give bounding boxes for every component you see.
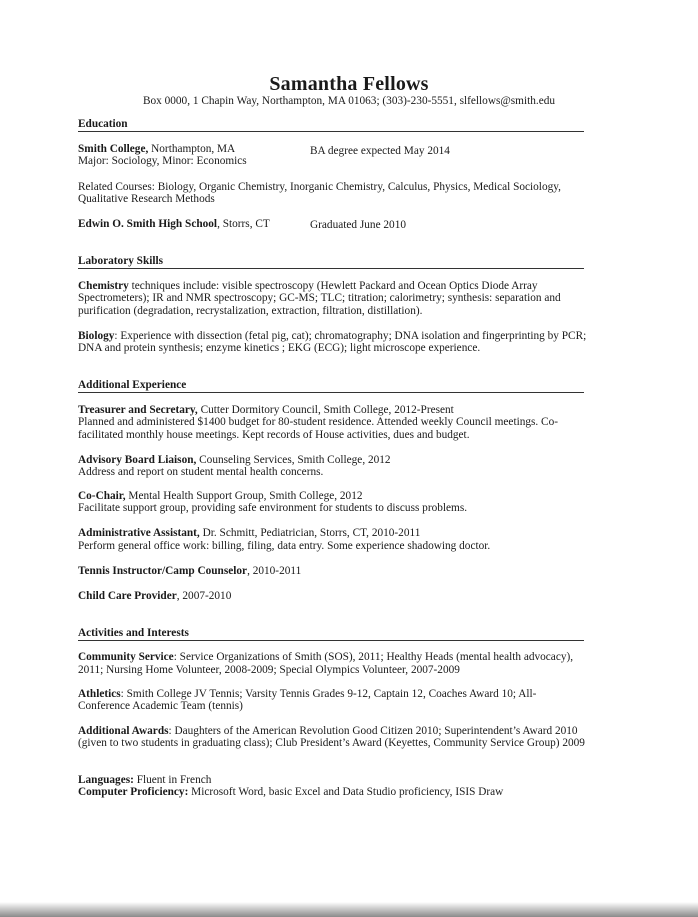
advisory-line [78,454,618,467]
major-minor: Major: Sociology, Minor: Economics [78,155,247,167]
community-line-1 [78,651,618,664]
smith-college-location: Northampton, MA [148,143,236,155]
athletics-text-1: : Smith College JV Tennis; Varsity Tennis Grades 9-12, Captain 12, Coaches Award 10; All- [120,688,537,700]
computer-line [78,786,618,799]
contact-line: Box 0000, 1 Chapin Way, Northampton, MA 01063; (303)-230-5551, slfellows@smith.edu [142,95,556,107]
athletics-line-1 [78,688,618,701]
scan-edge-shadow [0,902,698,917]
advisory-title: Advisory Board Liaison, [78,454,197,466]
chemistry-line-3: purification (degradation, recrystalization, extraction, filtration, distillation). [78,305,423,317]
chemistry-line-1 [78,280,618,293]
chemistry-line-2: Spectrometers); IR and NMR spectroscopy; GC-MS; TLC; titration; calorimetry; synthesis: separation and [78,292,561,304]
tennis-line [78,565,618,578]
childcare-line [78,590,618,603]
childcare-org: , 2007-2010 [176,590,232,602]
high-school-name: Edwin O. Smith High School [78,218,218,230]
related-courses-line-2: Qualitative Research Methods [78,193,215,205]
advisory-desc: Address and report on student mental health concerns. [78,466,324,478]
awards-line-2: (given to two students in graduating class); Club President’s Award (Keyettes, Community Service Group) 2009 [78,737,585,749]
chemistry-text-1: techniques include: visible spectroscopy (Hewlett Packard and Ocean Optics Diode Array [128,280,538,292]
advisory-org: Counseling Services, Smith College, 2012 [196,454,391,466]
languages-label: Languages: [78,774,134,786]
cochair-title: Co-Chair, [78,490,126,502]
awards-text-1: : Daughters of the American Revolution Good Citizen 2010; Superintendent’s Award 2010 [168,725,578,737]
languages-line [78,774,618,787]
tennis-title: Tennis Instructor/Camp Counselor [78,565,248,577]
resume-name: Samantha Fellows [269,73,429,95]
biology-line-1 [78,330,618,343]
admin-line [78,527,618,540]
languages-value: Fluent in French [133,774,212,786]
high-school-line [78,218,308,231]
treasurer-title: Treasurer and Secretary, [78,404,198,416]
smith-degree: BA degree expected May 2014 [310,145,450,157]
cochair-org: Mental Health Support Group, Smith College, 2012 [125,490,363,502]
high-school-graduation: Graduated June 2010 [310,219,406,231]
awards-line-1 [78,725,618,738]
smith-college-line [78,143,308,156]
admin-title: Administrative Assistant, [78,527,200,539]
admin-desc: Perform general office work: billing, filing, data entry. Some experience shadowing doctor. [78,540,491,552]
treasurer-org: Cutter Dormitory Council, Smith College, 2012-Present [197,404,454,416]
related-courses-line-1: Related Courses: Biology, Organic Chemistry, Inorganic Chemistry, Calculus, Physics, Medical Sociology, [78,181,561,193]
admin-org: Dr. Schmitt, Pediatrician, Storrs, CT, 2010-2011 [199,527,421,539]
awards-label: Additional Awards [78,725,169,737]
computer-label: Computer Proficiency: [78,786,189,798]
biology-label: Biology [78,330,115,342]
high-school-location: , Storrs, CT [217,218,270,230]
treasurer-line [78,404,618,417]
treasurer-desc-1: Planned and administered $1400 budget for 80-student residence. Attended weekly Council meetings. Co- [78,416,559,428]
athletics-label: Athletics [78,688,121,700]
community-label: Community Service [78,651,174,663]
computer-value: Microsoft Word, basic Excel and Data Studio proficiency, ISIS Draw [188,786,504,798]
chemistry-label: Chemistry [78,280,129,292]
treasurer-desc-2: facilitated monthly house meetings. Kept records of House activities, dues and budget. [78,429,470,441]
smith-college-name: Smith College, [78,143,149,155]
tennis-org: , 2010-2011 [247,565,302,577]
section-heading-additional-experience: Additional Experience [78,379,584,393]
biology-text-1: : Experience with dissection (fetal pig, cat); chromatography; DNA isolation and fingerprinting by PCR; [114,330,587,342]
community-text-1: : Service Organizations of Smith (SOS), 2011; Healthy Heads (mental health advocacy), [173,651,574,663]
childcare-title: Child Care Provider [78,590,177,602]
biology-line-2: DNA and protein synthesis; enzyme kinetics ; EKG (ECG); light microscope experience. [78,342,481,354]
section-heading-activities: Activities and Interests [78,627,584,641]
athletics-line-2: Conference Academic Team (tennis) [78,700,243,712]
cochair-line [78,490,618,503]
section-heading-laboratory-skills: Laboratory Skills [78,255,584,269]
community-line-2: 2011; Nursing Home Volunteer, 2008-2009; Special Olympics Volunteer, 2007-2009 [78,664,460,676]
cochair-desc: Facilitate support group, providing safe environment for students to discuss problems. [78,502,468,514]
section-heading-education: Education [78,118,584,132]
